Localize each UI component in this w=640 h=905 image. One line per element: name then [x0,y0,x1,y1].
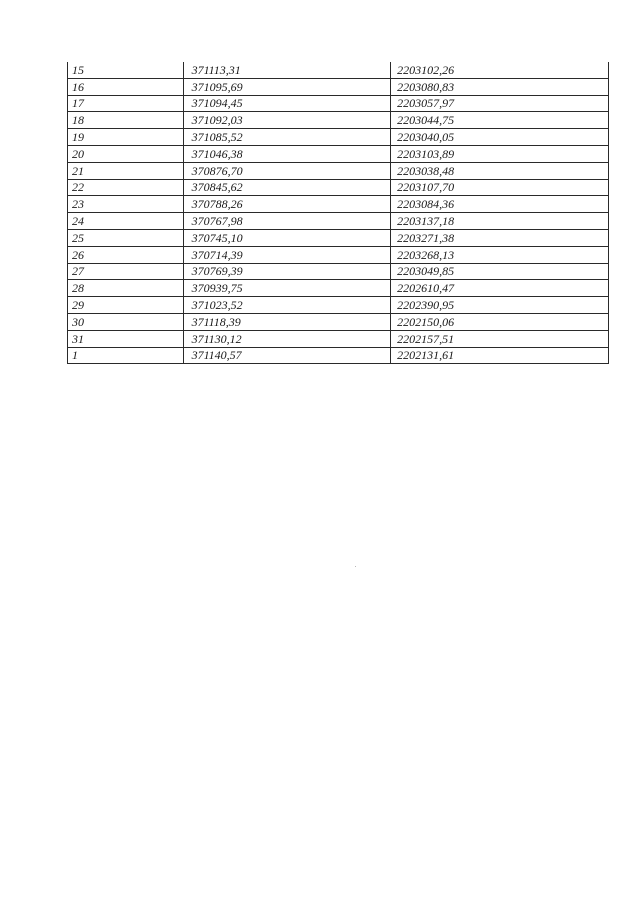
x-coordinate-cell: 371118,39 [183,313,391,330]
point-number-cell: 16 [68,78,184,95]
x-coordinate-cell: 370939,75 [183,280,391,297]
table-row [68,112,609,129]
point-number-cell: 27 [68,263,184,280]
y-coordinate-cell: 2202157,51 [391,330,609,347]
table-row [68,129,609,146]
x-coordinate-cell: 370745,10 [183,229,391,246]
table-row [68,95,609,112]
point-number-cell: 21 [68,162,184,179]
point-number-cell: 31 [68,330,184,347]
y-coordinate-cell: 2203084,36 [391,196,609,213]
point-number-cell: 18 [68,112,184,129]
y-coordinate-cell: 2202610,47 [391,280,609,297]
y-coordinate-cell: 2203137,18 [391,213,609,230]
table-row [68,330,609,347]
table-row [68,347,609,364]
table-row [68,313,609,330]
scan-speck [355,566,356,567]
table-row [68,213,609,230]
table-row [68,62,609,78]
table-row [68,280,609,297]
x-coordinate-cell: 370714,39 [183,246,391,263]
x-coordinate-cell: 370845,62 [183,179,391,196]
x-coordinate-cell: 371140,57 [183,347,391,364]
y-coordinate-cell: 2202390,95 [391,297,609,314]
table-row [68,145,609,162]
table-row [68,263,609,280]
y-coordinate-cell: 2203080,83 [391,78,609,95]
x-coordinate-cell: 370767,98 [183,213,391,230]
point-number-cell: 22 [68,179,184,196]
y-coordinate-cell: 2203038,48 [391,162,609,179]
table-row [68,179,609,196]
table-row [68,297,609,314]
y-coordinate-cell: 2203057,97 [391,95,609,112]
y-coordinate-cell: 2202131,61 [391,347,609,364]
y-coordinate-cell: 2203102,26 [391,62,609,78]
table-row [68,78,609,95]
table-row [68,196,609,213]
x-coordinate-cell: 371113,31 [183,62,391,78]
point-number-cell: 15 [68,62,184,78]
coordinates-table [67,62,609,364]
y-coordinate-cell: 2203268,13 [391,246,609,263]
y-coordinate-cell: 2203271,38 [391,229,609,246]
x-coordinate-cell: 371085,52 [183,129,391,146]
x-coordinate-cell: 371094,45 [183,95,391,112]
y-coordinate-cell: 2203103,89 [391,145,609,162]
x-coordinate-cell: 370769,39 [183,263,391,280]
x-coordinate-cell: 371023,52 [183,297,391,314]
y-coordinate-cell: 2202150,06 [391,313,609,330]
x-coordinate-cell: 370788,26 [183,196,391,213]
y-coordinate-cell: 2203044,75 [391,112,609,129]
coordinates-table-body [68,62,609,364]
point-number-cell: 1 [68,347,184,364]
point-number-cell: 28 [68,280,184,297]
y-coordinate-cell: 2203040,05 [391,129,609,146]
point-number-cell: 29 [68,297,184,314]
point-number-cell: 20 [68,145,184,162]
table-row [68,162,609,179]
table-row [68,229,609,246]
point-number-cell: 17 [68,95,184,112]
point-number-cell: 23 [68,196,184,213]
table-row [68,246,609,263]
x-coordinate-cell: 371046,38 [183,145,391,162]
x-coordinate-cell: 371095,69 [183,78,391,95]
point-number-cell: 26 [68,246,184,263]
point-number-cell: 24 [68,213,184,230]
x-coordinate-cell: 371130,12 [183,330,391,347]
point-number-cell: 30 [68,313,184,330]
x-coordinate-cell: 371092,03 [183,112,391,129]
x-coordinate-cell: 370876,70 [183,162,391,179]
y-coordinate-cell: 2203107,70 [391,179,609,196]
y-coordinate-cell: 2203049,85 [391,263,609,280]
point-number-cell: 25 [68,229,184,246]
point-number-cell: 19 [68,129,184,146]
